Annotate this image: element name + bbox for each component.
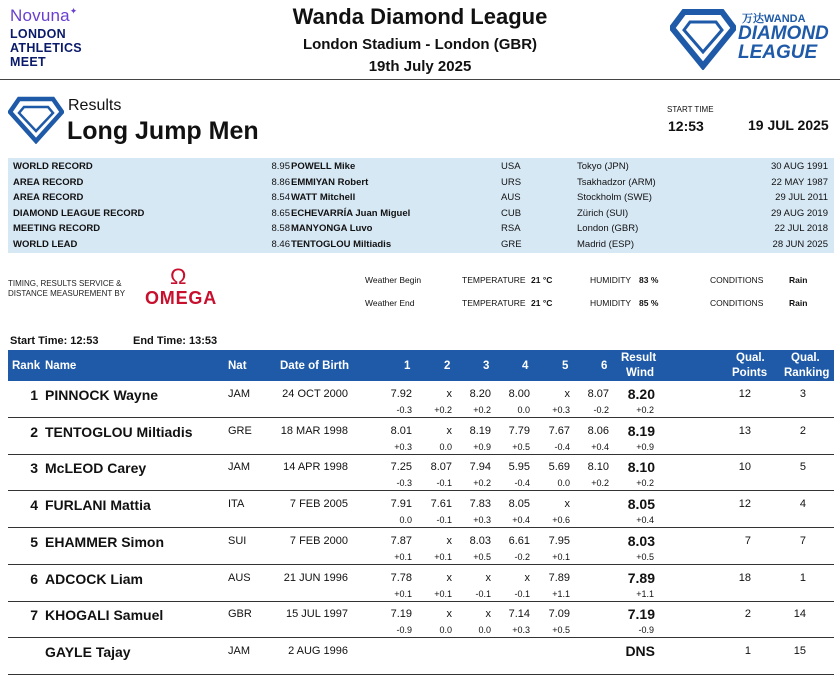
qual-points: 18: [738, 571, 751, 584]
meet-line: LONDON: [10, 27, 66, 41]
record-row: [8, 159, 834, 175]
meet-info: [220, 4, 620, 75]
attempt-wind: -0.9: [396, 625, 412, 636]
best-wind: +0.2: [636, 405, 654, 415]
best-wind: +0.4: [636, 515, 654, 526]
qual-points: 7: [744, 534, 751, 547]
weather-end-temp-label: TEMPERATURE: [462, 298, 526, 308]
qual-ranking: 1: [799, 571, 806, 584]
attempt-wind: +0.3: [394, 441, 412, 452]
attempt-mark: 7.87: [390, 534, 412, 547]
best-result: DNS: [625, 642, 655, 659]
meet-line: MEET: [10, 55, 46, 69]
attempt-mark: 7.19: [390, 608, 412, 621]
attempt-mark: x: [564, 388, 570, 400]
athlete-dob: 24 OCT 2000: [282, 388, 348, 400]
attempt-mark: x: [485, 571, 491, 584]
athlete-name: KHOGALI Samuel: [45, 607, 164, 624]
best-wind: +1.1: [636, 588, 654, 599]
attempt-mark: 7.95: [548, 534, 570, 547]
weather-end-temp: 21 °C: [531, 298, 553, 308]
attempt-mark: 8.07: [430, 461, 452, 474]
athlete-rank: 7: [30, 607, 38, 624]
attempt-wind: -0.1: [436, 478, 452, 489]
record-row: [8, 237, 834, 253]
attempt-wind: +0.4: [512, 515, 530, 526]
london-athletics-meet-logo: [10, 6, 82, 68]
qual-points: 12: [738, 498, 751, 511]
attempt-mark: 5.95: [508, 461, 530, 474]
event-date: 19 JUL 2025: [748, 117, 829, 133]
attempt-wind: 0.0: [557, 478, 570, 489]
athlete-nat: ITA: [228, 498, 245, 511]
attempt-wind: +0.1: [434, 551, 452, 562]
wanda-logo-text: 万达WANDA: [742, 13, 806, 25]
table-row: [8, 491, 834, 528]
header-qual-ranking: Qual.: [791, 352, 820, 364]
record-type: AREA RECORD: [13, 176, 84, 188]
qual-ranking: 4: [799, 498, 806, 511]
best-wind: +0.5: [636, 551, 654, 562]
record-nat: URS: [501, 176, 522, 188]
table-row: [8, 601, 834, 638]
attempt-wind: +0.1: [434, 588, 452, 599]
attempt-wind: 0.0: [478, 625, 491, 636]
attempt-wind: -0.2: [514, 551, 530, 562]
record-place: Tsakhadzor (ARM): [577, 176, 656, 188]
record-value: 8.65: [271, 207, 290, 219]
record-name: EMMIYAN Robert: [291, 176, 369, 188]
attempt-mark: 7.25: [390, 461, 412, 474]
diamond-league-text: DIAMOND LEAGUE: [738, 23, 829, 63]
qual-points: 12: [738, 388, 751, 400]
attempt-wind: +0.3: [473, 515, 491, 526]
record-nat: GRE: [501, 239, 522, 250]
attempt-mark: 7.61: [430, 498, 452, 511]
weather-begin-cond-label: CONDITIONS: [710, 275, 764, 285]
attempt-wind: +0.5: [552, 625, 570, 636]
qual-points: 1: [744, 644, 751, 657]
weather-begin-hum-label: HUMIDITY: [590, 275, 632, 285]
header-dob: Date of Birth: [280, 360, 349, 372]
best-wind: +0.9: [636, 441, 654, 452]
record-date: 29 JUL 2011: [775, 192, 828, 204]
attempt-wind: 0.0: [517, 405, 530, 415]
attempt-mark: x: [564, 498, 570, 511]
athlete-nat: JAM: [228, 388, 250, 400]
header-attempt-1: 1: [404, 360, 411, 372]
best-result: 7.89: [627, 569, 655, 586]
attempt-mark: 7.78: [390, 571, 412, 584]
weather-end-label: Weather End: [365, 298, 415, 308]
attempt-mark: 8.19: [469, 424, 491, 437]
qual-points: 10: [738, 461, 751, 474]
athlete-name: GAYLE Tajay: [45, 643, 131, 660]
record-type: MEETING RECORD: [13, 223, 101, 235]
record-value: 8.95: [271, 161, 290, 172]
record-value: 8.46: [271, 239, 290, 250]
attempt-mark: 8.10: [587, 461, 609, 474]
athlete-name: PINNOCK Wayne: [45, 387, 159, 403]
header-qual-points-2: Points: [732, 367, 768, 379]
best-result: 8.10: [627, 459, 655, 476]
attempt-wind: +1.1: [552, 588, 570, 599]
athlete-dob: 18 MAR 1998: [280, 424, 348, 437]
athlete-nat: GBR: [228, 608, 252, 621]
athlete-rank: 3: [30, 460, 38, 477]
qual-ranking: 7: [799, 534, 806, 547]
attempt-wind: -0.2: [593, 405, 609, 415]
attempt-mark: 5.69: [548, 461, 570, 474]
record-row: [8, 206, 834, 222]
attempt-mark: 7.79: [508, 424, 530, 437]
attempt-mark: 8.03: [469, 534, 491, 547]
meet-line: ATHLETICS: [10, 41, 82, 55]
attempt-mark: 7.92: [390, 388, 412, 400]
attempt-wind: -0.4: [514, 478, 530, 489]
athlete-dob: 7 FEB 2005: [289, 498, 348, 511]
record-place: London (GBR): [577, 223, 639, 235]
attempt-mark: x: [446, 424, 452, 437]
attempt-wind: -0.3: [396, 405, 412, 415]
athlete-nat: JAM: [228, 644, 250, 657]
record-value: 8.54: [271, 192, 290, 204]
attempt-mark: 7.94: [469, 461, 491, 474]
attempt-wind: -0.1: [436, 515, 452, 526]
table-row: [8, 454, 834, 491]
diamond-icon: [670, 8, 736, 70]
qual-ranking: 5: [799, 461, 806, 474]
attempt-wind: +0.1: [394, 551, 412, 562]
attempt-mark: x: [446, 388, 452, 400]
attempt-mark: 7.14: [508, 608, 530, 621]
record-place: Stockholm (SWE): [577, 192, 652, 204]
attempt-wind: 0.0: [439, 625, 452, 636]
meet-date: 19th July 2025: [368, 58, 472, 75]
attempt-wind: +0.3: [512, 625, 530, 636]
record-type: WORLD LEAD: [13, 239, 78, 250]
record-nat: AUS: [501, 192, 521, 204]
athlete-dob: 21 JUN 1996: [283, 571, 348, 584]
attempt-wind: +0.2: [434, 405, 452, 415]
best-result: 8.20: [627, 386, 655, 402]
attempt-wind: -0.1: [514, 588, 530, 599]
end-time-info: End Time: 13:53: [133, 335, 218, 347]
record-place: Tokyo (JPN): [577, 161, 629, 172]
athlete-rank: 1: [30, 387, 38, 403]
qual-ranking: 14: [793, 608, 806, 621]
record-date: 30 AUG 1991: [770, 161, 828, 172]
attempt-wind: +0.2: [473, 478, 491, 489]
weather-begin-label: Weather Begin: [365, 275, 422, 285]
athlete-name: FURLANI Mattia: [45, 497, 151, 514]
attempt-wind: 0.0: [439, 441, 452, 452]
attempt-mark: 8.06: [587, 424, 609, 437]
weather-begin-humidity: 83 %: [639, 275, 659, 285]
best-wind: +0.2: [636, 478, 654, 489]
attempt-wind: +0.1: [552, 551, 570, 562]
athlete-rank: 2: [30, 423, 38, 440]
attempt-wind: +0.6: [552, 515, 570, 526]
athlete-dob: 7 FEB 2000: [289, 534, 348, 547]
athlete-rank: 6: [30, 570, 38, 587]
table-row: [8, 528, 834, 565]
attempt-wind: -0.4: [554, 441, 570, 452]
qual-ranking: 2: [799, 424, 806, 437]
header-qual-ranking-2: Ranking: [784, 367, 830, 379]
attempt-mark: 8.01: [390, 424, 412, 437]
header-attempt-4: 4: [522, 360, 529, 372]
athlete-name: EHAMMER Simon: [45, 533, 164, 550]
weather-end-conditions: Rain: [789, 298, 808, 308]
record-row: [8, 175, 834, 191]
athlete-dob: 15 JUL 1997: [286, 608, 348, 621]
header-result: Result: [621, 352, 657, 364]
novuna-logo: Novuna✦: [10, 6, 78, 25]
timing-credit: TIMING, RESULTS SERVICE & DISTANCE MEASUREMENT BY: [8, 279, 126, 298]
best-result: 8.03: [627, 532, 655, 549]
attempt-wind: +0.4: [591, 441, 609, 452]
best-result: 8.19: [627, 422, 655, 439]
athlete-name: McLEOD Carey: [45, 460, 147, 477]
header-attempt-2: 2: [444, 360, 451, 372]
attempt-wind: +0.2: [473, 405, 491, 415]
record-place: Zürich (SUI): [577, 207, 629, 219]
diamond-league-logo: [670, 8, 840, 70]
record-name: MANYONGA Luvo: [291, 223, 373, 235]
omega-logo-text: OMEGA: [145, 288, 218, 308]
record-date: 29 AUG 2019: [770, 207, 828, 219]
record-nat: USA: [501, 161, 521, 172]
record-name: TENTOGLOU Miltiadis: [291, 239, 392, 250]
record-nat: CUB: [501, 207, 522, 219]
weather-end-cond-label: CONDITIONS: [710, 298, 764, 308]
attempt-mark: 8.05: [508, 498, 530, 511]
attempt-mark: 7.67: [548, 424, 570, 437]
table-row: [8, 565, 834, 602]
results-table-header: [8, 350, 834, 381]
attempt-mark: 6.61: [508, 534, 530, 547]
weather-begin-conditions: Rain: [789, 275, 808, 285]
record-nat: RSA: [501, 223, 521, 235]
header-rank: Rank: [12, 360, 41, 372]
record-value: 8.58: [271, 223, 290, 235]
best-wind: -0.9: [638, 625, 654, 636]
weather-end-humidity: 85 %: [639, 298, 659, 308]
record-value: 8.86: [271, 176, 290, 188]
header-name: Name: [45, 360, 77, 372]
athlete-nat: GRE: [228, 424, 252, 437]
record-place: Madrid (ESP): [577, 239, 635, 250]
attempt-mark: x: [485, 608, 491, 621]
record-type: WORLD RECORD: [13, 161, 93, 172]
attempt-mark: 7.89: [548, 571, 570, 584]
record-type: DIAMOND LEAGUE RECORD: [13, 207, 145, 219]
records-table: [8, 158, 834, 253]
record-name: POWELL Mike: [291, 161, 356, 172]
header-wind: Wind: [626, 367, 654, 379]
diamond-icon: [8, 96, 64, 144]
attempt-wind: +0.2: [591, 478, 609, 489]
attempt-wind: +0.5: [512, 441, 530, 452]
best-result: 7.19: [627, 606, 655, 623]
record-date: 28 JUN 2025: [772, 239, 828, 250]
omega-icon: Ω: [170, 264, 187, 289]
attempt-mark: 7.09: [548, 608, 570, 621]
event-title: Long Jump Men: [67, 117, 259, 145]
attempt-wind: +0.9: [473, 441, 491, 452]
attempt-mark: 8.07: [587, 388, 609, 400]
attempt-mark: x: [446, 571, 452, 584]
athlete-nat: JAM: [228, 461, 250, 474]
record-date: 22 MAY 1987: [771, 176, 828, 188]
attempt-mark: 8.00: [508, 388, 530, 400]
header-nat: Nat: [228, 360, 247, 372]
qual-points: 13: [738, 424, 751, 437]
athlete-nat: AUS: [228, 571, 251, 584]
weather-end-hum-label: HUMIDITY: [590, 298, 632, 308]
attempt-wind: +0.5: [473, 551, 491, 562]
header-attempt-3: 3: [483, 360, 490, 372]
start-time-label: START TIME: [667, 105, 714, 114]
record-row: [8, 221, 834, 237]
table-row: [8, 381, 834, 418]
results-label: Results: [68, 97, 122, 114]
attempt-wind: 0.0: [399, 515, 412, 526]
attempt-wind: +0.1: [394, 588, 412, 599]
athlete-dob: 2 AUG 1996: [288, 644, 348, 657]
attempt-wind: -0.3: [396, 478, 412, 489]
meet-title: Wanda Diamond League: [292, 4, 548, 29]
athlete-name: ADCOCK Liam: [45, 570, 144, 587]
attempt-mark: x: [446, 534, 452, 547]
best-result: 8.05: [627, 496, 655, 513]
athlete-dob: 14 APR 1998: [283, 461, 348, 474]
header-attempt-6: 6: [601, 360, 608, 372]
table-row: [8, 418, 834, 455]
record-name: WATT Mitchell: [291, 192, 356, 204]
start-time-info: Start Time: 12:53: [10, 335, 99, 347]
athlete-rank: 5: [30, 533, 38, 550]
attempt-mark: 7.83: [469, 498, 491, 511]
record-date: 22 JUL 2018: [774, 223, 828, 235]
weather-begin-temp-label: TEMPERATURE: [462, 275, 526, 285]
athlete-nat: SUI: [228, 534, 247, 547]
header-attempt-5: 5: [562, 360, 569, 372]
page-header: [0, 0, 840, 80]
record-name: ECHEVARRÍA Juan Miguel: [291, 207, 411, 219]
attempt-mark: x: [446, 608, 452, 621]
attempt-mark: 8.20: [469, 388, 491, 400]
qual-ranking: 3: [799, 388, 806, 400]
header-qual-points: Qual.: [736, 352, 765, 364]
meet-venue: London Stadium - London (GBR): [302, 36, 538, 53]
qual-points: 2: [744, 608, 751, 621]
qual-ranking: 15: [793, 644, 806, 657]
attempt-mark: 7.91: [390, 498, 412, 511]
attempt-mark: x: [524, 571, 530, 584]
record-type: AREA RECORD: [13, 192, 84, 204]
athlete-rank: 4: [30, 497, 38, 514]
attempt-wind: -0.1: [475, 588, 491, 599]
table-row: [8, 638, 834, 675]
weather-begin-temp: 21 °C: [531, 275, 553, 285]
athlete-name: TENTOGLOU Miltiadis: [45, 423, 193, 440]
record-row: [8, 190, 834, 206]
attempt-wind: +0.3: [552, 405, 570, 415]
start-time: 12:53: [668, 118, 704, 134]
